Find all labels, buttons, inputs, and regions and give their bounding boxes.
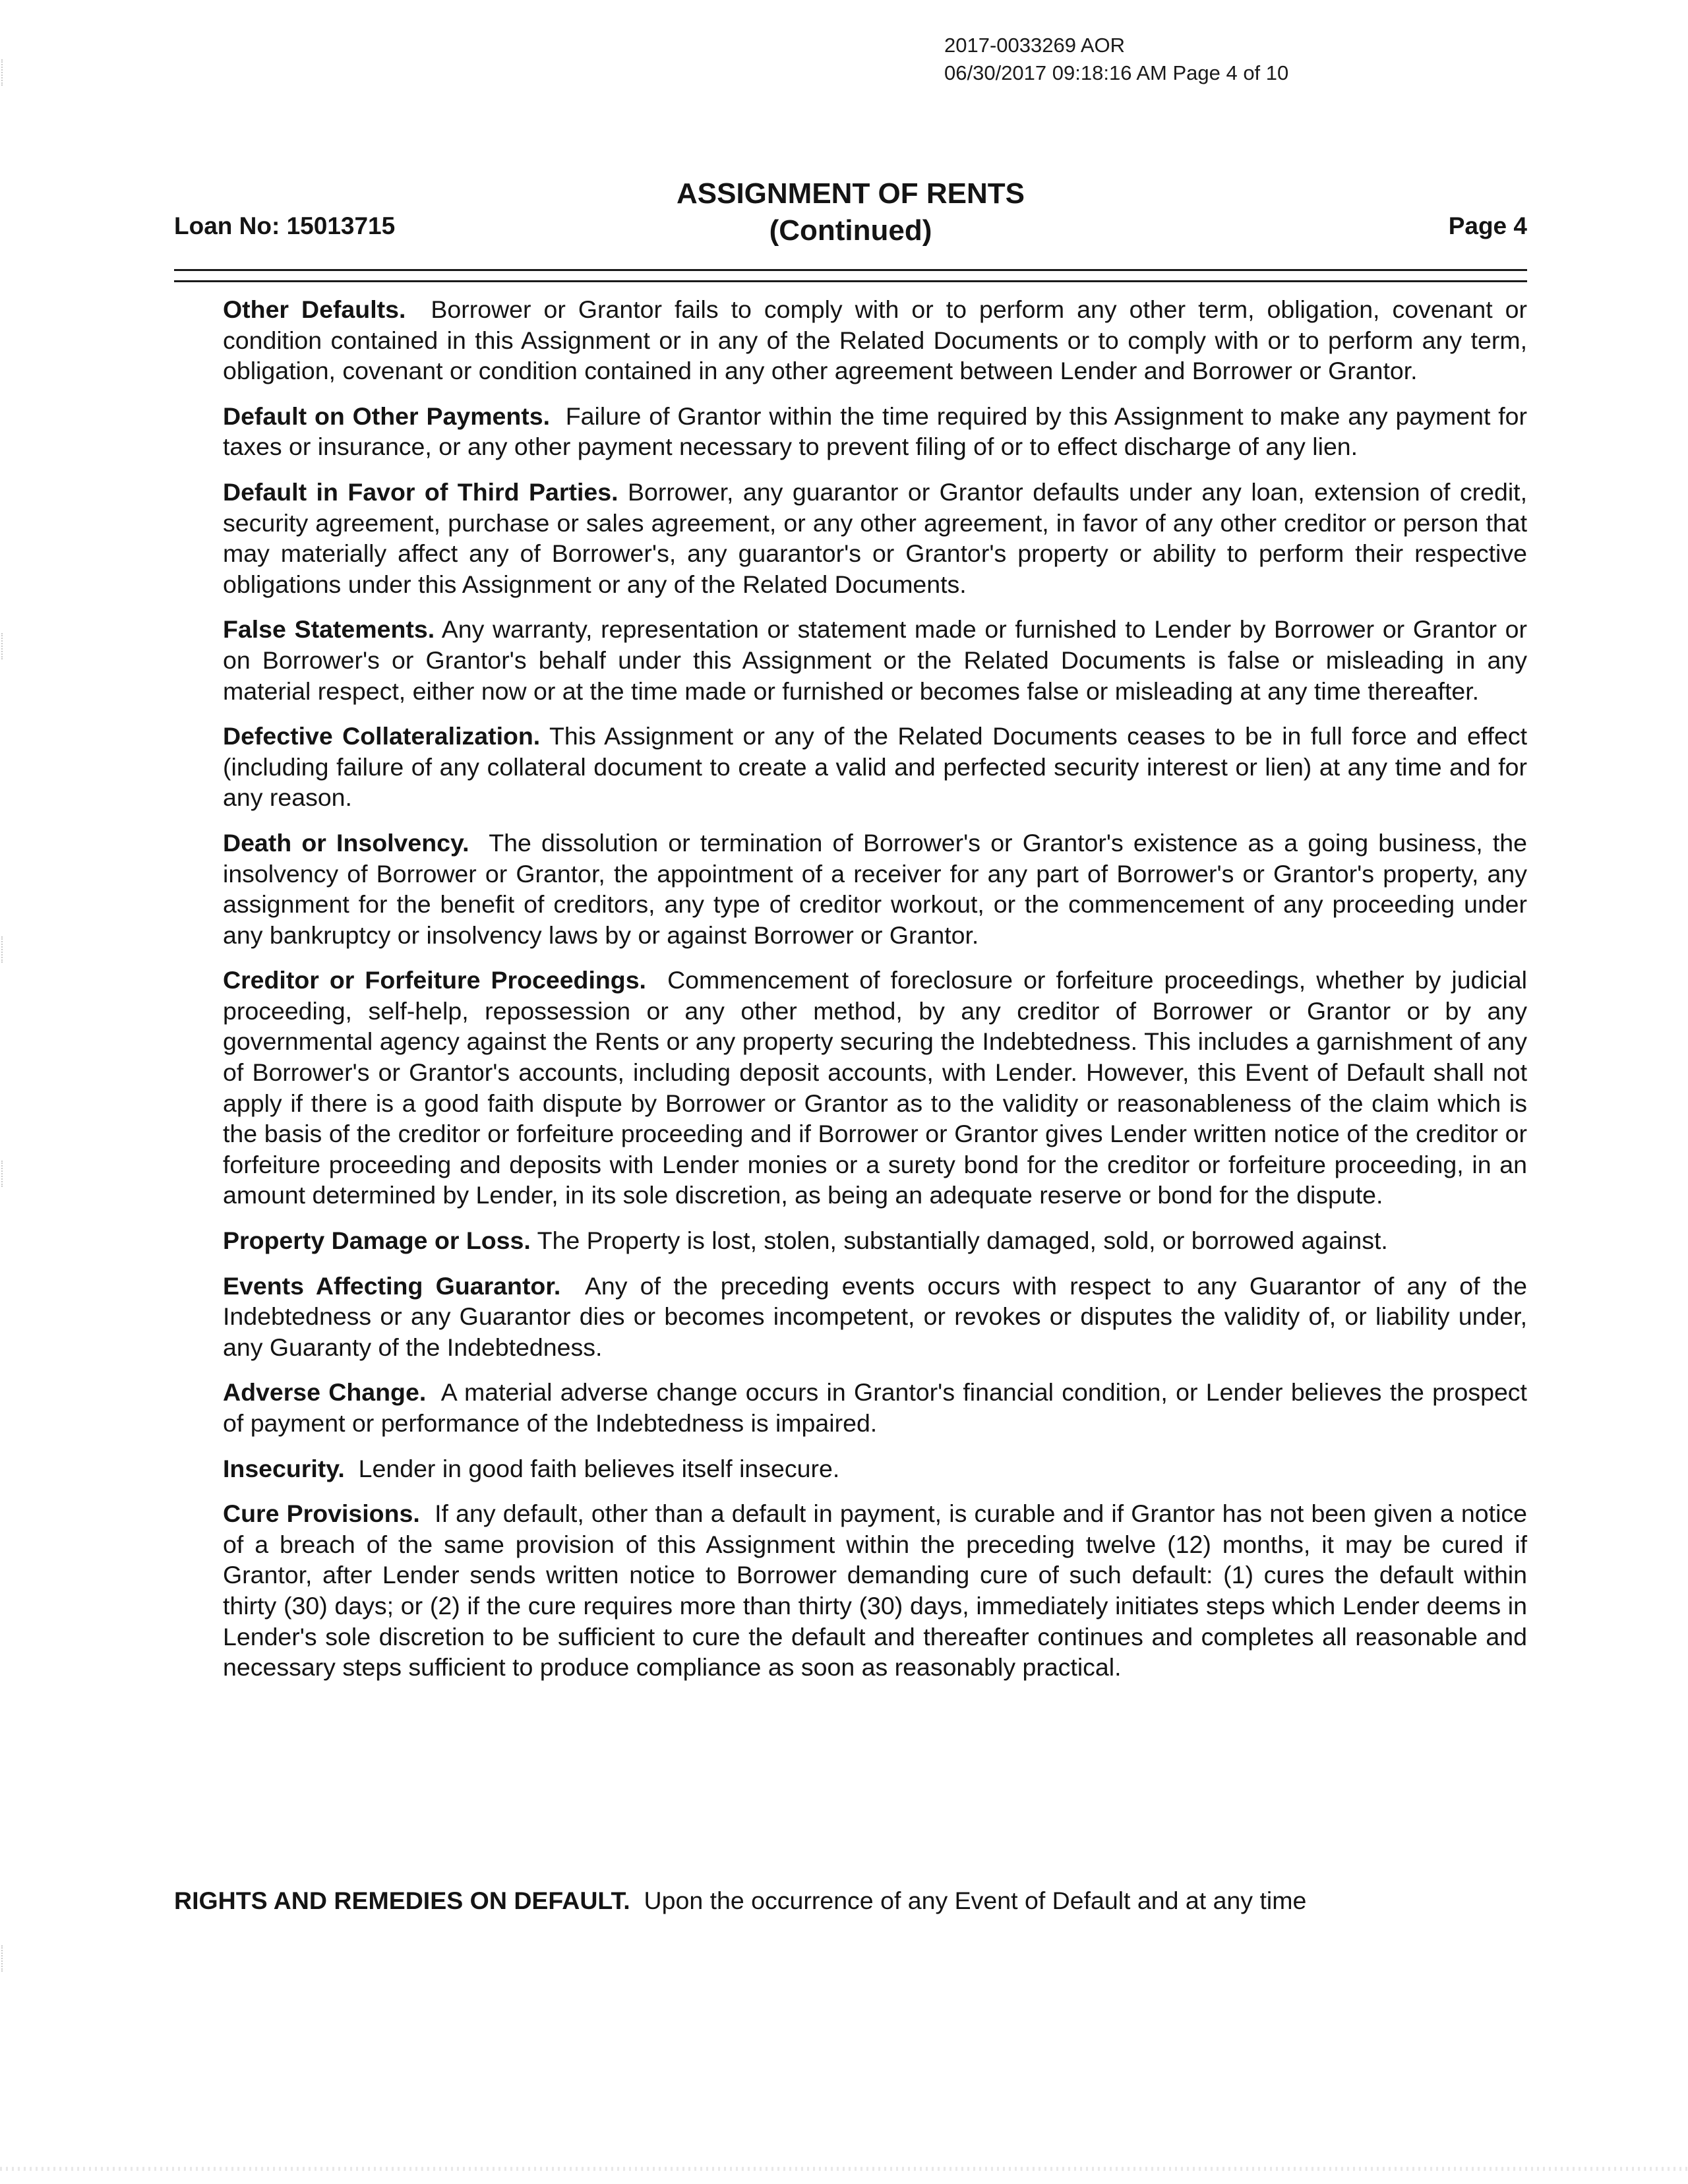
section-text: Borrower or Grantor fails to comply with or to perform any other term, obligation, covenant or condition contained in this Assignment or in any of the Related Documents or to comply with or to perform any term, obligation, covenant or condition contained in any other agreement between Lender and Borrower or Grantor. [223,295,1527,385]
recording-stamp [944,32,1288,87]
section-heading: Default in Favor of Third Parties. [223,477,618,506]
title-line-1: ASSIGNMENT OF RENTS [676,177,1025,210]
section-text: Lender in good faith believes itself insecure. [358,1454,840,1482]
scan-speck [1,59,5,86]
recording-date-page: 06/30/2017 09:18:16 AM Page 4 of 10 [944,61,1289,84]
section-heading: Creditor or Forfeiture Proceedings. [223,966,646,994]
section-heading: Property Damage or Loss. [223,1227,531,1255]
section-text: If any default, other than a default in payment, is curable and if Grantor has not been given a notice of a breach of the same provision of this Assignment within the preceding twelve (12) months, it may be cured if Grantor, after Lender sends written notice to Borrower demanding cure of such default: (1) cures the default within thirty (30) days; or (2) if the cure requires more than thirty (30) days, immediately initiates steps which Lender deems in Lender's sole discretion to be sufficient to cure the default and thereafter continues and completes all reasonable and necessary steps sufficient to produce compliance as soon as reasonably practical. [223,1500,1528,1682]
section-heading: Events Affecting Guarantor. [223,1271,561,1300]
document-title [174,175,1527,249]
scan-speck [1,1161,5,1187]
section-heading: False Statements. [223,615,435,644]
section-text: Failure of Grantor within the time required by this Assignment to make any payment for taxes or insurance, or any other payment necessary to prevent filing of or to effect discharge of any lien. [223,402,1527,461]
title-line-2: (Continued) [769,214,932,247]
default-events-body [223,294,1527,1697]
section-paragraph [223,1271,1527,1363]
section-paragraph [223,828,1527,950]
section-text: The dissolution or termination of Borrower's or Grantor's existence as a going business, the insolvency of Borrower or Grantor, the appointment of a receiver for any part of Borrower's or Grantor's property, any assignment for the benefit of creditors, any type of creditor workout, or the commencement of any proceeding under any bankruptcy or insolvency laws by or against Borrower or Grantor. [223,828,1527,949]
section-paragraph [223,721,1527,813]
section-heading: Insecurity. [223,1454,345,1482]
scan-edge-marks [0,0,5,2184]
scan-speck [1,1945,5,1972]
page-label: Page 4 [1448,212,1527,239]
section-text: Commencement of foreclosure or forfeiture proceedings, whether by judicial proceeding, self-help, repossession or any other method, by any creditor of Borrower or Grantor or by any governmental agency against the Rents or any property securing the Indebtedness. This includes a garnishment of any of Borrower's or Grantor's accounts, including deposit accounts, with Lender. However, this Event of Default shall not apply if there is a good faith dispute by Borrower or Grantor as to the validity or reasonableness of the claim which is the basis of the creditor or forfeiture proceeding and if Borrower or Grantor gives Lender written notice of the creditor or forfeiture proceeding and deposits with Lender monies or a surety bond for the creditor or forfeiture proceeding, in an amount determined by Lender, in its sole discretion, as being an adequate reserve or bond for the dispute. [223,966,1528,1209]
scan-bottom-noise [0,2167,1688,2171]
section-paragraph [223,477,1527,599]
rights-remedies-paragraph [174,1885,1527,1916]
section-text: The Property is lost, stolen, substantially damaged, sold, or borrowed against. [537,1227,1388,1255]
rights-heading: RIGHTS AND REMEDIES ON DEFAULT. [174,1887,630,1914]
section-paragraph [223,614,1527,706]
section-text: Any warranty, representation or statement made or furnished to Lender by Borrower or Grantor or on Borrower's or Grantor's behalf under this Assignment or the Related Documents is false or misleading in any material respect, either now or at the time made or furnished or becomes false or misleading at any time thereafter. [223,615,1527,705]
section-text: Borrower, any guarantor or Grantor defaults under any loan, extension of credit, security agreement, purchase or sales agreement, or any other agreement, in favor of any other creditor or person that may materially affect any of Borrower's, any guarantor's or Grantor's property or ability to perform their respective obligations under this Assignment or any of the Related Documents. [223,477,1527,598]
recording-doc-number: 2017-0033269 AOR [944,34,1126,57]
section-heading: Other Defaults. [223,295,406,323]
section-paragraph [223,1377,1527,1438]
section-text: This Assignment or any of the Related Documents ceases to be in full force and effect (including failure of any collateral document to create a valid and perfected security interest or lien) at any time and for any reason. [223,722,1527,812]
loan-number: Loan No: 15013715 [174,212,396,239]
section-heading: Default on Other Payments. [223,402,551,430]
section-paragraph [223,1225,1527,1256]
header-divider-top [174,269,1527,271]
section-paragraph [223,1498,1527,1683]
scan-speck [1,936,5,963]
document-header [174,173,1527,252]
section-heading: Defective Collateralization. [223,722,541,750]
section-text: Any of the preceding events occurs with respect to any Guarantor of any of the Indebtedness or any Guarantor dies or becomes incompetent, or revokes or disputes the validity of, or liability under, any Guaranty of the Indebtedness. [223,1271,1528,1361]
rights-text: Upon the occurrence of any Event of Default and at any time [644,1887,1307,1914]
header-divider-bottom [174,280,1527,282]
section-heading: Death or Insolvency. [223,828,469,857]
section-text: A material adverse change occurs in Grantor's financial condition, or Lender believes the prospect of payment or performance of the Indebtedness is impaired. [223,1378,1527,1437]
section-paragraph [223,1453,1527,1484]
section-heading: Cure Provisions. [223,1500,420,1528]
section-paragraph [223,294,1527,386]
section-paragraph [223,965,1527,1211]
section-paragraph [223,401,1527,462]
section-heading: Adverse Change. [223,1378,427,1407]
scan-speck [1,633,5,659]
